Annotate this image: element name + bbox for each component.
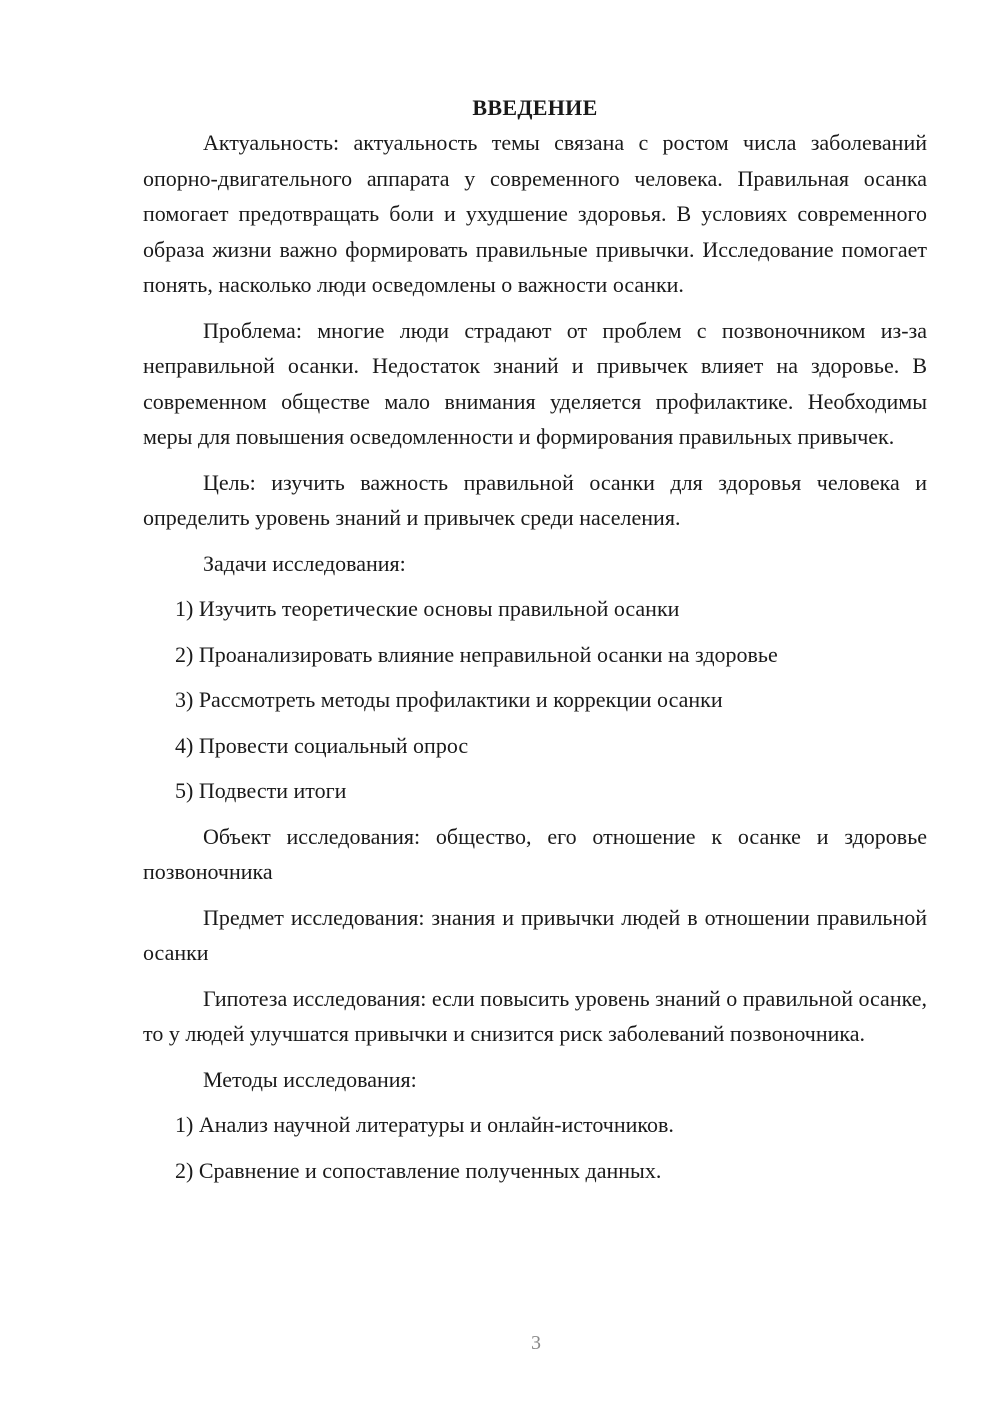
problem-paragraph: Проблема: многие люди страдают от проблем с позвоночником из-за неправильной осанки. Недостаток знаний и привычек влияет на здоровье. В современном обществе мало внимания уделяется профилактике. Необходимы меры для повышения осведомленности и формирования правильных привычек. xyxy=(143,317,927,449)
tasks-heading: Задачи исследования: xyxy=(203,550,406,576)
method-item: 1) Анализ научной литературы и онлайн-источников. xyxy=(175,1112,674,1137)
page-title: ВВЕДЕНИЕ xyxy=(472,95,598,120)
task-item: 3) Рассмотреть методы профилактики и коррекции осанки xyxy=(175,687,723,712)
task-item: 2) Проанализировать влияние неправильной осанки на здоровье xyxy=(175,641,778,667)
task-item: 5) Подвести итоги xyxy=(175,778,347,803)
relevance-paragraph: Актуальность: актуальность темы связана с ростом числа заболеваний опорно-двигательного аппарата у современного человека. Правильная осанка помогает предотвращать боли и ухудшение здоровья. В условиях современного образа жизни важно формировать правильные привычки. Исследование помогает понять, насколько люди осведомлены о важности осанки. xyxy=(143,130,927,297)
page-number: 3 xyxy=(531,1332,541,1354)
task-item: 4) Провести социальный опрос xyxy=(175,732,469,758)
subject-paragraph: Предмет исследования: знания и привычки людей в отношении правильной осанки xyxy=(143,904,927,965)
page-content xyxy=(143,90,927,1188)
goal-paragraph: Цель: изучить важность правильной осанки для здоровья человека и определить уровень знаний и привычек среди населения. xyxy=(143,469,927,530)
object-paragraph: Объект исследования: общество, его отношение к осанке и здоровье позвоночника xyxy=(143,823,927,884)
hypothesis-paragraph: Гипотеза исследования: если повысить уровень знаний о правильной осанке, то у людей улучшатся привычки и снизится риск заболеваний позвоночника. xyxy=(143,985,927,1046)
methods-heading: Методы исследования: xyxy=(203,1066,417,1092)
method-item: 2) Сравнение и сопоставление полученных данных. xyxy=(175,1157,662,1183)
task-item: 1) Изучить теоретические основы правильной осанки xyxy=(175,596,680,621)
